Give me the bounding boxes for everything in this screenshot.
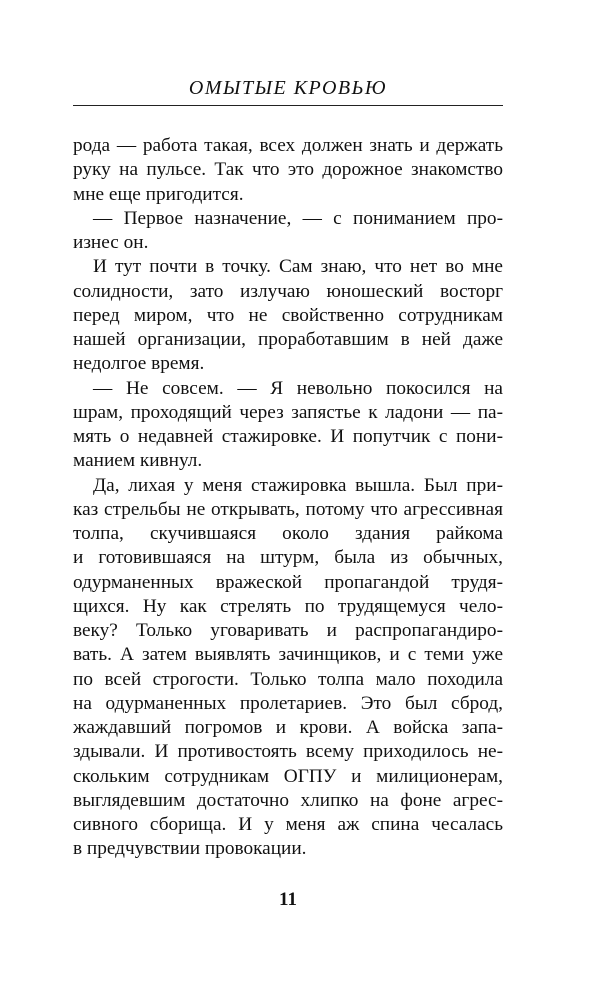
text-line: И тут почти в точку. Сам знаю, что нет во мне bbox=[93, 256, 503, 278]
text-line: изнес он. bbox=[73, 232, 149, 253]
text-line: — Первое назначение, — с пониманием про- bbox=[93, 207, 503, 229]
text-line: жаждавший погромов и крови. А войска запа- bbox=[73, 717, 503, 738]
text-line: вать. А затем выявлять зачинщиков, и с теми уже bbox=[73, 644, 503, 666]
text-line: по всей строгости. Только толпа мало походила bbox=[73, 668, 503, 690]
text-line: манием кивнул. bbox=[73, 450, 203, 472]
text-line: перед миром, что не свойственно сотрудникам bbox=[73, 304, 503, 326]
body-text bbox=[73, 134, 503, 862]
text-line: скольким сотрудникам ОГПУ и милиционерам, bbox=[73, 765, 503, 787]
text-line: шрам, проходящий через запястье к ладони — па- bbox=[73, 401, 503, 423]
text-line: — Не совсем. — Я невольно покосился на bbox=[93, 377, 503, 399]
text-line: руку на пульсе. Так что это дорожное знакомство bbox=[73, 159, 503, 181]
text-line: сивного сборища. И у меня аж спина чесалась bbox=[73, 814, 503, 835]
text-line: толпа, скучившаяся около здания райкома bbox=[73, 523, 503, 544]
text-line: на одурманенных пролетариев. Это был сброд, bbox=[73, 692, 503, 714]
text-line: в предчувствии провокации. bbox=[73, 838, 307, 860]
text-line: каз стрельбы не открывать, потому что агрессивная bbox=[73, 498, 503, 520]
text-line: выглядевшим достаточно хлипко на фоне агрес- bbox=[73, 789, 503, 811]
text-line: и готовившаяся на штурм, была из обычных, bbox=[73, 547, 503, 569]
page-number: 11 bbox=[279, 889, 297, 910]
text-line: щихся. Ну как стрелять по трудящемуся чело- bbox=[73, 595, 503, 617]
text-line: недолгое время. bbox=[73, 353, 205, 375]
text-line: солидности, зато излучаю юношеский восторг bbox=[73, 280, 503, 302]
text-line: рода — работа такая, всех должен знать и держать bbox=[73, 135, 503, 156]
running-header-title: ОМЫТЫЕ КРОВЬЮ bbox=[188, 77, 388, 99]
text-line: мне еще пригодится. bbox=[73, 183, 244, 205]
text-line: Да, лихая у меня стажировка вышла. Был при- bbox=[93, 474, 503, 496]
header-divider bbox=[73, 105, 503, 106]
text-line: веку? Только уговаривать и распропагандиро- bbox=[73, 620, 503, 641]
text-line: нашей организации, проработавшим в ней даже bbox=[73, 329, 503, 350]
text-line: мять о недавней стажировке. И попутчик с пони- bbox=[73, 426, 503, 447]
text-line: здывали. И противостоять всему приходилось не- bbox=[73, 741, 503, 763]
text-line: одурманенных вражеской пропагандой трудя- bbox=[73, 571, 503, 593]
